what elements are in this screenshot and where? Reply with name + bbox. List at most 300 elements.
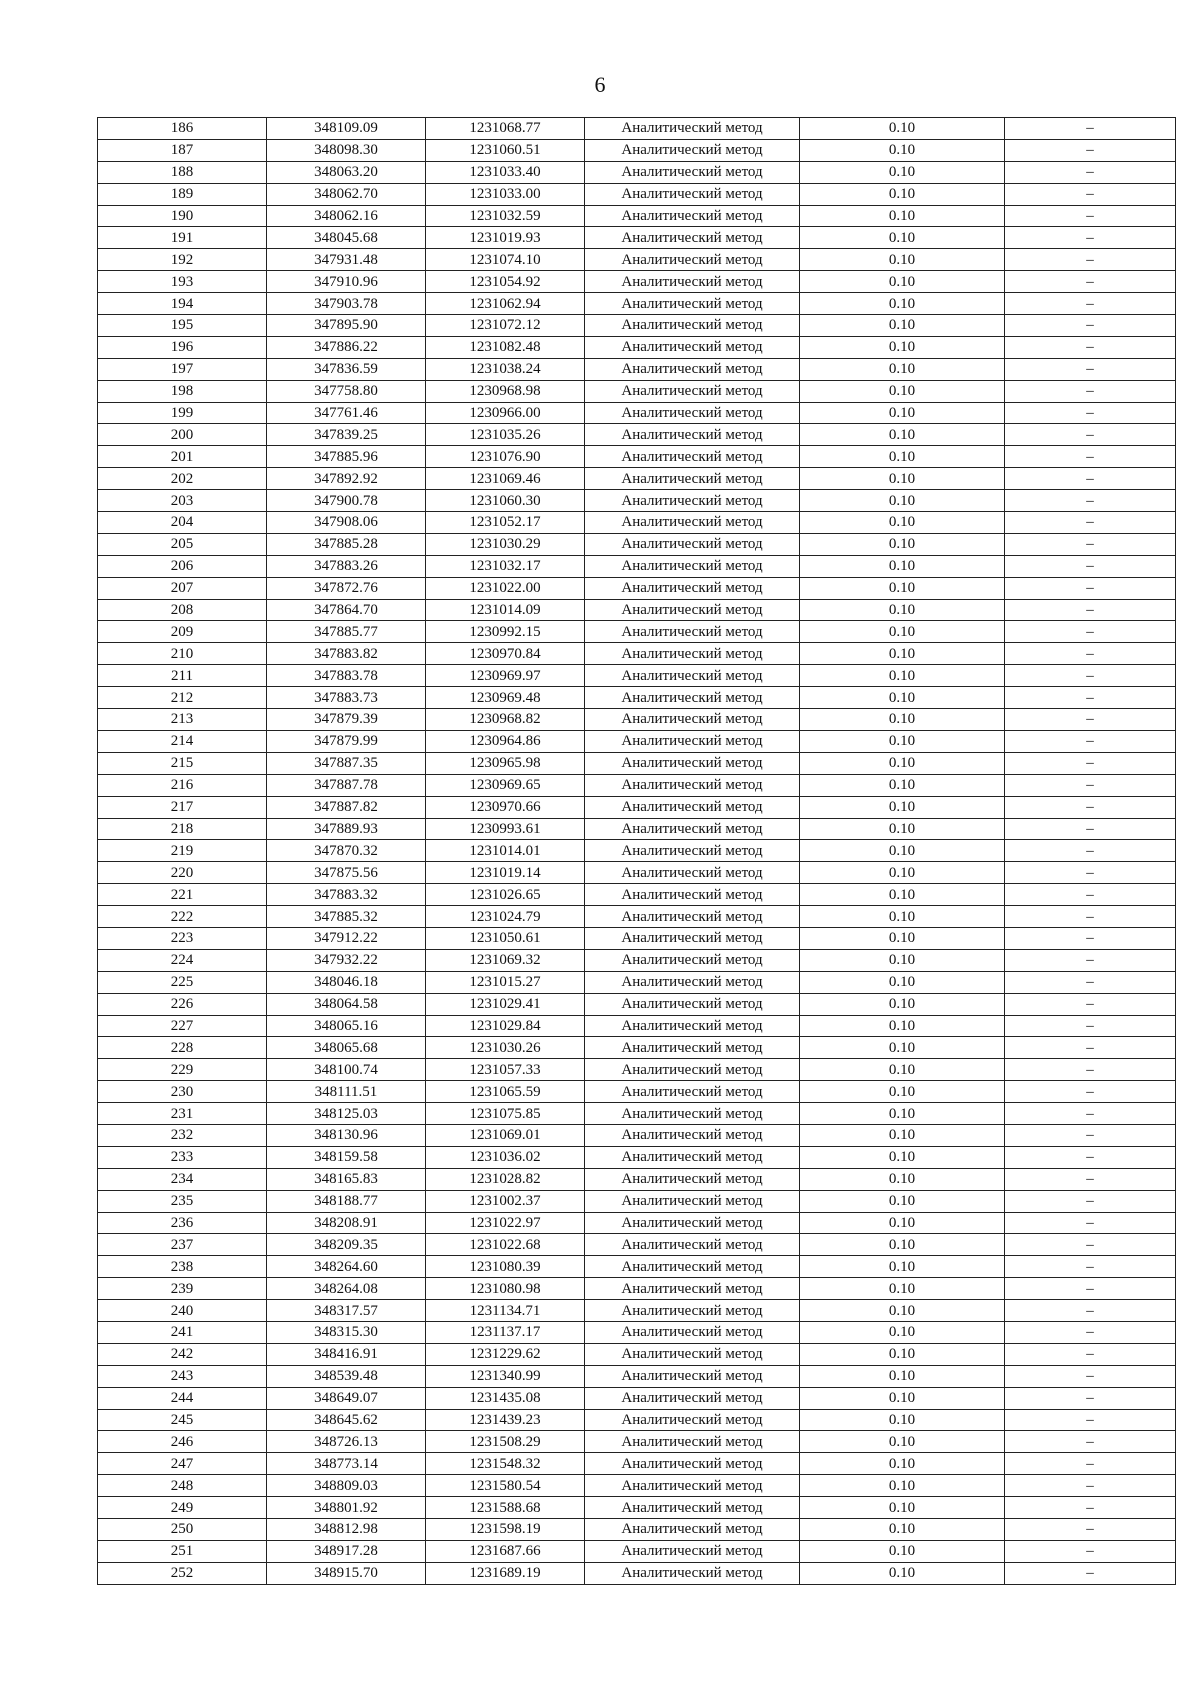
note-cell: – <box>1005 577 1176 599</box>
accuracy-cell: 0.10 <box>800 621 1005 643</box>
x-coordinate-cell: 347892.92 <box>267 468 426 490</box>
method-cell: Аналитический метод <box>585 118 800 140</box>
y-coordinate-cell: 1231052.17 <box>426 512 585 534</box>
table-row <box>98 1540 1176 1562</box>
x-coordinate-cell: 348062.70 <box>267 183 426 205</box>
y-coordinate-cell: 1230970.84 <box>426 643 585 665</box>
accuracy-cell: 0.10 <box>800 1365 1005 1387</box>
point-number-cell: 213 <box>98 709 267 731</box>
note-cell: – <box>1005 796 1176 818</box>
table-row <box>98 1103 1176 1125</box>
table-row <box>98 621 1176 643</box>
x-coordinate-cell: 348773.14 <box>267 1453 426 1475</box>
coordinates-table-body <box>98 118 1176 1585</box>
note-cell: – <box>1005 862 1176 884</box>
method-cell: Аналитический метод <box>585 227 800 249</box>
y-coordinate-cell: 1231076.90 <box>426 446 585 468</box>
note-cell: – <box>1005 709 1176 731</box>
accuracy-cell: 0.10 <box>800 1321 1005 1343</box>
method-cell: Аналитический метод <box>585 1321 800 1343</box>
x-coordinate-cell: 348645.62 <box>267 1409 426 1431</box>
point-number-cell: 215 <box>98 752 267 774</box>
accuracy-cell: 0.10 <box>800 1453 1005 1475</box>
method-cell: Аналитический метод <box>585 577 800 599</box>
x-coordinate-cell: 348062.16 <box>267 205 426 227</box>
note-cell: – <box>1005 1146 1176 1168</box>
point-number-cell: 210 <box>98 643 267 665</box>
table-row <box>98 139 1176 161</box>
y-coordinate-cell: 1231015.27 <box>426 971 585 993</box>
point-number-cell: 245 <box>98 1409 267 1431</box>
point-number-cell: 234 <box>98 1168 267 1190</box>
note-cell: – <box>1005 1475 1176 1497</box>
accuracy-cell: 0.10 <box>800 1431 1005 1453</box>
note-cell: – <box>1005 1321 1176 1343</box>
note-cell: – <box>1005 555 1176 577</box>
method-cell: Аналитический метод <box>585 205 800 227</box>
y-coordinate-cell: 1231033.00 <box>426 183 585 205</box>
point-number-cell: 238 <box>98 1256 267 1278</box>
method-cell: Аналитический метод <box>585 1431 800 1453</box>
x-coordinate-cell: 348726.13 <box>267 1431 426 1453</box>
note-cell: – <box>1005 315 1176 337</box>
method-cell: Аналитический метод <box>585 730 800 752</box>
y-coordinate-cell: 1231069.46 <box>426 468 585 490</box>
y-coordinate-cell: 1231014.01 <box>426 840 585 862</box>
table-row <box>98 1015 1176 1037</box>
y-coordinate-cell: 1231029.41 <box>426 993 585 1015</box>
accuracy-cell: 0.10 <box>800 358 1005 380</box>
y-coordinate-cell: 1231069.32 <box>426 949 585 971</box>
x-coordinate-cell: 347758.80 <box>267 380 426 402</box>
y-coordinate-cell: 1230965.98 <box>426 752 585 774</box>
note-cell: – <box>1005 468 1176 490</box>
table-row <box>98 468 1176 490</box>
y-coordinate-cell: 1231074.10 <box>426 249 585 271</box>
coordinates-table <box>97 117 1176 1585</box>
note-cell: – <box>1005 446 1176 468</box>
table-row <box>98 336 1176 358</box>
table-row <box>98 927 1176 949</box>
y-coordinate-cell: 1231435.08 <box>426 1387 585 1409</box>
method-cell: Аналитический метод <box>585 1343 800 1365</box>
table-row <box>98 1124 1176 1146</box>
method-cell: Аналитический метод <box>585 1409 800 1431</box>
note-cell: – <box>1005 1343 1176 1365</box>
method-cell: Аналитический метод <box>585 1540 800 1562</box>
y-coordinate-cell: 1231022.97 <box>426 1212 585 1234</box>
y-coordinate-cell: 1231030.29 <box>426 533 585 555</box>
point-number-cell: 239 <box>98 1278 267 1300</box>
method-cell: Аналитический метод <box>585 796 800 818</box>
point-number-cell: 247 <box>98 1453 267 1475</box>
x-coordinate-cell: 347903.78 <box>267 293 426 315</box>
point-number-cell: 246 <box>98 1431 267 1453</box>
method-cell: Аналитический метод <box>585 183 800 205</box>
accuracy-cell: 0.10 <box>800 643 1005 665</box>
point-number-cell: 187 <box>98 139 267 161</box>
note-cell: – <box>1005 1103 1176 1125</box>
y-coordinate-cell: 1231069.01 <box>426 1124 585 1146</box>
accuracy-cell: 0.10 <box>800 665 1005 687</box>
table-row <box>98 1059 1176 1081</box>
y-coordinate-cell: 1230968.98 <box>426 380 585 402</box>
accuracy-cell: 0.10 <box>800 1037 1005 1059</box>
point-number-cell: 206 <box>98 555 267 577</box>
table-row <box>98 271 1176 293</box>
note-cell: – <box>1005 1519 1176 1541</box>
table-row <box>98 687 1176 709</box>
point-number-cell: 217 <box>98 796 267 818</box>
x-coordinate-cell: 347870.32 <box>267 840 426 862</box>
x-coordinate-cell: 347885.77 <box>267 621 426 643</box>
y-coordinate-cell: 1230970.66 <box>426 796 585 818</box>
note-cell: – <box>1005 402 1176 424</box>
y-coordinate-cell: 1230993.61 <box>426 818 585 840</box>
point-number-cell: 195 <box>98 315 267 337</box>
accuracy-cell: 0.10 <box>800 380 1005 402</box>
y-coordinate-cell: 1231588.68 <box>426 1497 585 1519</box>
point-number-cell: 236 <box>98 1212 267 1234</box>
y-coordinate-cell: 1231065.59 <box>426 1081 585 1103</box>
x-coordinate-cell: 347872.76 <box>267 577 426 599</box>
x-coordinate-cell: 348416.91 <box>267 1343 426 1365</box>
table-row <box>98 315 1176 337</box>
x-coordinate-cell: 347887.35 <box>267 752 426 774</box>
accuracy-cell: 0.10 <box>800 1190 1005 1212</box>
accuracy-cell: 0.10 <box>800 1540 1005 1562</box>
y-coordinate-cell: 1230968.82 <box>426 709 585 731</box>
x-coordinate-cell: 348208.91 <box>267 1212 426 1234</box>
note-cell: – <box>1005 971 1176 993</box>
method-cell: Аналитический метод <box>585 1081 800 1103</box>
y-coordinate-cell: 1231060.51 <box>426 139 585 161</box>
note-cell: – <box>1005 205 1176 227</box>
method-cell: Аналитический метод <box>585 971 800 993</box>
note-cell: – <box>1005 1300 1176 1322</box>
accuracy-cell: 0.10 <box>800 796 1005 818</box>
x-coordinate-cell: 348064.58 <box>267 993 426 1015</box>
point-number-cell: 212 <box>98 687 267 709</box>
point-number-cell: 244 <box>98 1387 267 1409</box>
table-row <box>98 380 1176 402</box>
y-coordinate-cell: 1231054.92 <box>426 271 585 293</box>
note-cell: – <box>1005 1497 1176 1519</box>
table-row <box>98 709 1176 731</box>
table-row <box>98 1190 1176 1212</box>
method-cell: Аналитический метод <box>585 643 800 665</box>
y-coordinate-cell: 1230966.00 <box>426 402 585 424</box>
method-cell: Аналитический метод <box>585 1365 800 1387</box>
note-cell: – <box>1005 927 1176 949</box>
note-cell: – <box>1005 1256 1176 1278</box>
method-cell: Аналитический метод <box>585 1562 800 1584</box>
table-row <box>98 796 1176 818</box>
accuracy-cell: 0.10 <box>800 1409 1005 1431</box>
point-number-cell: 191 <box>98 227 267 249</box>
point-number-cell: 242 <box>98 1343 267 1365</box>
x-coordinate-cell: 347900.78 <box>267 490 426 512</box>
accuracy-cell: 0.10 <box>800 183 1005 205</box>
x-coordinate-cell: 348063.20 <box>267 161 426 183</box>
x-coordinate-cell: 348264.08 <box>267 1278 426 1300</box>
point-number-cell: 227 <box>98 1015 267 1037</box>
x-coordinate-cell: 348165.83 <box>267 1168 426 1190</box>
table-row <box>98 730 1176 752</box>
table-row <box>98 358 1176 380</box>
y-coordinate-cell: 1231050.61 <box>426 927 585 949</box>
method-cell: Аналитический метод <box>585 1168 800 1190</box>
table-row <box>98 818 1176 840</box>
method-cell: Аналитический метод <box>585 1256 800 1278</box>
method-cell: Аналитический метод <box>585 1234 800 1256</box>
note-cell: – <box>1005 183 1176 205</box>
x-coordinate-cell: 348539.48 <box>267 1365 426 1387</box>
table-row <box>98 599 1176 621</box>
accuracy-cell: 0.10 <box>800 227 1005 249</box>
x-coordinate-cell: 348915.70 <box>267 1562 426 1584</box>
x-coordinate-cell: 348649.07 <box>267 1387 426 1409</box>
note-cell: – <box>1005 1059 1176 1081</box>
note-cell: – <box>1005 949 1176 971</box>
y-coordinate-cell: 1231035.26 <box>426 424 585 446</box>
accuracy-cell: 0.10 <box>800 249 1005 271</box>
y-coordinate-cell: 1231019.14 <box>426 862 585 884</box>
method-cell: Аналитический метод <box>585 599 800 621</box>
method-cell: Аналитический метод <box>585 555 800 577</box>
point-number-cell: 197 <box>98 358 267 380</box>
point-number-cell: 240 <box>98 1300 267 1322</box>
y-coordinate-cell: 1231082.48 <box>426 336 585 358</box>
note-cell: – <box>1005 1409 1176 1431</box>
accuracy-cell: 0.10 <box>800 490 1005 512</box>
x-coordinate-cell: 348159.58 <box>267 1146 426 1168</box>
method-cell: Аналитический метод <box>585 884 800 906</box>
note-cell: – <box>1005 1081 1176 1103</box>
method-cell: Аналитический метод <box>585 512 800 534</box>
point-number-cell: 207 <box>98 577 267 599</box>
accuracy-cell: 0.10 <box>800 1124 1005 1146</box>
table-row <box>98 118 1176 140</box>
point-number-cell: 190 <box>98 205 267 227</box>
method-cell: Аналитический метод <box>585 1278 800 1300</box>
x-coordinate-cell: 348801.92 <box>267 1497 426 1519</box>
note-cell: – <box>1005 993 1176 1015</box>
accuracy-cell: 0.10 <box>800 971 1005 993</box>
method-cell: Аналитический метод <box>585 315 800 337</box>
x-coordinate-cell: 347889.93 <box>267 818 426 840</box>
page-number: 6 <box>594 72 606 97</box>
x-coordinate-cell: 347836.59 <box>267 358 426 380</box>
x-coordinate-cell: 347883.78 <box>267 665 426 687</box>
note-cell: – <box>1005 1234 1176 1256</box>
table-row <box>98 161 1176 183</box>
accuracy-cell: 0.10 <box>800 884 1005 906</box>
x-coordinate-cell: 347839.25 <box>267 424 426 446</box>
x-coordinate-cell: 347875.56 <box>267 862 426 884</box>
table-row <box>98 1256 1176 1278</box>
note-cell: – <box>1005 424 1176 446</box>
table-row <box>98 1453 1176 1475</box>
note-cell: – <box>1005 139 1176 161</box>
accuracy-cell: 0.10 <box>800 774 1005 796</box>
method-cell: Аналитический метод <box>585 1190 800 1212</box>
note-cell: – <box>1005 1562 1176 1584</box>
accuracy-cell: 0.10 <box>800 840 1005 862</box>
point-number-cell: 209 <box>98 621 267 643</box>
accuracy-cell: 0.10 <box>800 1475 1005 1497</box>
point-number-cell: 250 <box>98 1519 267 1541</box>
note-cell: – <box>1005 118 1176 140</box>
y-coordinate-cell: 1231075.85 <box>426 1103 585 1125</box>
x-coordinate-cell: 348046.18 <box>267 971 426 993</box>
accuracy-cell: 0.10 <box>800 1343 1005 1365</box>
note-cell: – <box>1005 533 1176 555</box>
point-number-cell: 199 <box>98 402 267 424</box>
method-cell: Аналитический метод <box>585 862 800 884</box>
point-number-cell: 188 <box>98 161 267 183</box>
table-row <box>98 1497 1176 1519</box>
point-number-cell: 224 <box>98 949 267 971</box>
table-row <box>98 249 1176 271</box>
point-number-cell: 249 <box>98 1497 267 1519</box>
y-coordinate-cell: 1231508.29 <box>426 1431 585 1453</box>
table-row <box>98 1343 1176 1365</box>
point-number-cell: 202 <box>98 468 267 490</box>
point-number-cell: 211 <box>98 665 267 687</box>
y-coordinate-cell: 1231134.71 <box>426 1300 585 1322</box>
method-cell: Аналитический метод <box>585 139 800 161</box>
accuracy-cell: 0.10 <box>800 293 1005 315</box>
accuracy-cell: 0.10 <box>800 161 1005 183</box>
x-coordinate-cell: 347761.46 <box>267 402 426 424</box>
point-number-cell: 225 <box>98 971 267 993</box>
accuracy-cell: 0.10 <box>800 1146 1005 1168</box>
note-cell: – <box>1005 293 1176 315</box>
accuracy-cell: 0.10 <box>800 1256 1005 1278</box>
accuracy-cell: 0.10 <box>800 1081 1005 1103</box>
y-coordinate-cell: 1231687.66 <box>426 1540 585 1562</box>
y-coordinate-cell: 1231032.17 <box>426 555 585 577</box>
table-row <box>98 293 1176 315</box>
accuracy-cell: 0.10 <box>800 752 1005 774</box>
x-coordinate-cell: 347910.96 <box>267 271 426 293</box>
x-coordinate-cell: 347885.28 <box>267 533 426 555</box>
table-row <box>98 555 1176 577</box>
method-cell: Аналитический метод <box>585 1146 800 1168</box>
table-row <box>98 512 1176 534</box>
note-cell: – <box>1005 665 1176 687</box>
accuracy-cell: 0.10 <box>800 1387 1005 1409</box>
y-coordinate-cell: 1231032.59 <box>426 205 585 227</box>
table-row <box>98 993 1176 1015</box>
note-cell: – <box>1005 1453 1176 1475</box>
accuracy-cell: 0.10 <box>800 709 1005 731</box>
point-number-cell: 194 <box>98 293 267 315</box>
note-cell: – <box>1005 599 1176 621</box>
note-cell: – <box>1005 687 1176 709</box>
note-cell: – <box>1005 336 1176 358</box>
note-cell: – <box>1005 906 1176 928</box>
x-coordinate-cell: 348065.68 <box>267 1037 426 1059</box>
note-cell: – <box>1005 1365 1176 1387</box>
table-row <box>98 1321 1176 1343</box>
x-coordinate-cell: 347887.78 <box>267 774 426 796</box>
y-coordinate-cell: 1231028.82 <box>426 1168 585 1190</box>
method-cell: Аналитический метод <box>585 687 800 709</box>
note-cell: – <box>1005 643 1176 665</box>
table-row <box>98 227 1176 249</box>
point-number-cell: 200 <box>98 424 267 446</box>
x-coordinate-cell: 348111.51 <box>267 1081 426 1103</box>
accuracy-cell: 0.10 <box>800 949 1005 971</box>
note-cell: – <box>1005 752 1176 774</box>
table-row <box>98 577 1176 599</box>
table-row <box>98 752 1176 774</box>
method-cell: Аналитический метод <box>585 468 800 490</box>
point-number-cell: 193 <box>98 271 267 293</box>
x-coordinate-cell: 348100.74 <box>267 1059 426 1081</box>
table-row <box>98 446 1176 468</box>
table-row <box>98 1519 1176 1541</box>
y-coordinate-cell: 1231229.62 <box>426 1343 585 1365</box>
point-number-cell: 233 <box>98 1146 267 1168</box>
x-coordinate-cell: 348098.30 <box>267 139 426 161</box>
point-number-cell: 226 <box>98 993 267 1015</box>
y-coordinate-cell: 1231137.17 <box>426 1321 585 1343</box>
note-cell: – <box>1005 512 1176 534</box>
y-coordinate-cell: 1231026.65 <box>426 884 585 906</box>
y-coordinate-cell: 1231057.33 <box>426 1059 585 1081</box>
y-coordinate-cell: 1231022.68 <box>426 1234 585 1256</box>
note-cell: – <box>1005 1431 1176 1453</box>
table-row <box>98 665 1176 687</box>
y-coordinate-cell: 1231340.99 <box>426 1365 585 1387</box>
accuracy-cell: 0.10 <box>800 1103 1005 1125</box>
y-coordinate-cell: 1231060.30 <box>426 490 585 512</box>
y-coordinate-cell: 1231014.09 <box>426 599 585 621</box>
x-coordinate-cell: 347883.26 <box>267 555 426 577</box>
point-number-cell: 235 <box>98 1190 267 1212</box>
note-cell: – <box>1005 884 1176 906</box>
method-cell: Аналитический метод <box>585 1453 800 1475</box>
point-number-cell: 231 <box>98 1103 267 1125</box>
table-row <box>98 862 1176 884</box>
accuracy-cell: 0.10 <box>800 906 1005 928</box>
table-row <box>98 1234 1176 1256</box>
note-cell: – <box>1005 1015 1176 1037</box>
method-cell: Аналитический метод <box>585 380 800 402</box>
method-cell: Аналитический метод <box>585 1103 800 1125</box>
note-cell: – <box>1005 1540 1176 1562</box>
note-cell: – <box>1005 1278 1176 1300</box>
accuracy-cell: 0.10 <box>800 139 1005 161</box>
x-coordinate-cell: 347932.22 <box>267 949 426 971</box>
accuracy-cell: 0.10 <box>800 446 1005 468</box>
accuracy-cell: 0.10 <box>800 205 1005 227</box>
y-coordinate-cell: 1231080.39 <box>426 1256 585 1278</box>
note-cell: – <box>1005 358 1176 380</box>
method-cell: Аналитический метод <box>585 906 800 928</box>
note-cell: – <box>1005 380 1176 402</box>
method-cell: Аналитический метод <box>585 1387 800 1409</box>
table-row <box>98 1387 1176 1409</box>
y-coordinate-cell: 1231548.32 <box>426 1453 585 1475</box>
x-coordinate-cell: 347879.39 <box>267 709 426 731</box>
note-cell: – <box>1005 271 1176 293</box>
method-cell: Аналитический метод <box>585 949 800 971</box>
point-number-cell: 216 <box>98 774 267 796</box>
